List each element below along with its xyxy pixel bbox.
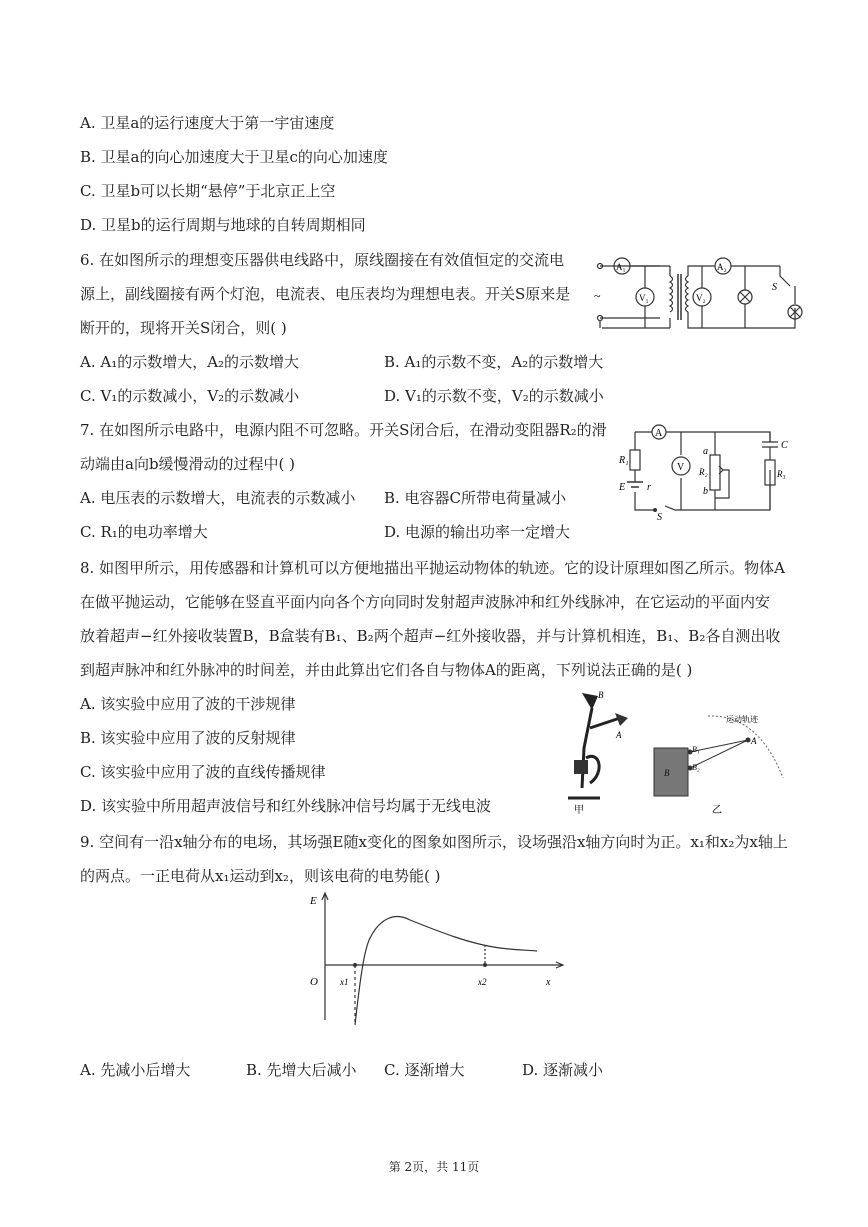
q7-fig-r2: R₂ bbox=[699, 467, 708, 477]
q8-fig-b: B bbox=[664, 768, 670, 778]
q5-option-b: B. 卫星a的向心加速度大于卫星c的向心加速度 bbox=[80, 148, 388, 166]
q9-fig-x: x bbox=[546, 977, 551, 988]
q5-option-c: C. 卫星b可以长期“悬停”于北京正上空 bbox=[80, 182, 336, 200]
q7-fig-a: a bbox=[703, 446, 708, 457]
q7-option-b: B. 电容器C所带电荷量减小 bbox=[384, 489, 567, 507]
q6-stem-line3: 断开的，现将开关S闭合，则( ) bbox=[80, 319, 287, 337]
q6-fig-s: S bbox=[772, 282, 777, 293]
q7-fig-b: b bbox=[703, 486, 708, 497]
e-x-graph bbox=[300, 890, 570, 1030]
q6-fig-a1: A₁ bbox=[616, 262, 626, 272]
q8-fig-pa: A bbox=[616, 730, 622, 740]
q9-stem-line2: 的两点。一正电荷从x₁运动到x₂，则该电荷的电势能( ) bbox=[80, 867, 441, 885]
q9-option-c: C. 逐渐增大 bbox=[384, 1061, 465, 1079]
q9-option-b: B. 先增大后减小 bbox=[246, 1061, 357, 1079]
q9-fig-o: O bbox=[310, 976, 318, 988]
transformer-circuit-diagram bbox=[590, 248, 805, 338]
q7-option-a: A. 电压表的示数增大，电流表的示数减小 bbox=[80, 489, 356, 507]
q6-fig-v2: V₂ bbox=[696, 293, 706, 303]
q8-fig-b1: B₁ bbox=[692, 745, 700, 754]
q7-fig-r1: R₁ bbox=[619, 455, 629, 466]
q6-option-b: B. A₁的示数不变，A₂的示数增大 bbox=[384, 353, 604, 371]
q7-stem-line1: 7. 在如图所示电路中，电源内阻不可忽略。开关S闭合后，在滑动变阻器R₂的滑 bbox=[80, 421, 607, 439]
q7-option-c: C. R₁的电功率增大 bbox=[80, 523, 208, 541]
q7-fig-r: r bbox=[647, 482, 651, 493]
q9-stem-line1: 9. 空间有一沿x轴分布的电场，其场强E随x变化的图象如图所示，设场强沿x轴方向时为正。x₁和x₂为x轴上 bbox=[80, 833, 788, 851]
q5-option-d: D. 卫星b的运行周期与地球的自转周期相同 bbox=[80, 216, 366, 234]
q7-fig-e: E bbox=[619, 482, 626, 493]
q8-stem-line2: 在做平抛运动，它能够在竖直平面内向各个方向同时发射超声波脉冲和红外线脉冲，在它运动的平面内安 bbox=[80, 593, 771, 611]
principle-figure-yi bbox=[648, 708, 788, 818]
q7-fig-voltmeter: V bbox=[677, 462, 685, 473]
q6-fig-a2: A₂ bbox=[717, 262, 727, 272]
q8-fig-track: 运动轨迹 bbox=[726, 715, 758, 724]
page-footer: 第 2页，共 11页 bbox=[388, 1160, 480, 1174]
svg-text:~: ~ bbox=[594, 289, 601, 303]
q6-option-d: D. V₁的示数不变，V₂的示数减小 bbox=[384, 387, 604, 405]
q9-option-d: D. 逐渐减小 bbox=[522, 1061, 604, 1079]
q6-fig-v1: V₁ bbox=[639, 293, 649, 303]
q8-option-c: C. 该实验中应用了波的直线传播规律 bbox=[80, 763, 326, 781]
q9-fig-x1: x1 bbox=[340, 977, 349, 987]
q7-fig-ammeter: A bbox=[655, 428, 663, 439]
q7-stem-line2: 动端由a向b缓慢滑动的过程中( ) bbox=[80, 455, 296, 473]
q6-stem-line2: 源上，副线圈接有两个灯泡，电流表、电压表均为理想电表。开关S原来是 bbox=[80, 285, 571, 303]
q8-stem-line3: 放着超声−红外接收装置B，B盒装有B₁、B₂两个超声−红外接收器，并与计算机相连，B₁、B₂各自测出收 bbox=[80, 627, 781, 645]
q8-stem-line4: 到超声脉冲和红外脉冲的时间差，并由此算出它们各自与物体A的距离，下列说法正确的是( ) bbox=[80, 661, 693, 679]
q7-fig-c: C bbox=[781, 440, 788, 451]
q8-stem-line1: 8. 如图甲所示，用传感器和计算机可以方便地描出平抛运动物体的轨迹。它的设计原理如图乙所示。物体A bbox=[80, 559, 785, 577]
q5-option-a: A. 卫星a的运行速度大于第一宇宙速度 bbox=[80, 114, 335, 132]
q8-fig-pb: B bbox=[598, 690, 604, 700]
q8-option-b: B. 该实验中应用了波的反射规律 bbox=[80, 729, 296, 747]
q6-option-c: C. V₁的示数减小，V₂的示数减小 bbox=[80, 387, 300, 405]
q6-option-a: A. A₁的示数增大，A₂的示数增大 bbox=[80, 353, 300, 371]
q9-fig-e: E bbox=[310, 895, 317, 907]
q9-option-a: A. 先减小后增大 bbox=[80, 1061, 191, 1079]
q8-fig-a: A bbox=[751, 736, 757, 746]
q8-option-d: D. 该实验中所用超声波信号和红外线脉冲信号均属于无线电波 bbox=[80, 797, 492, 815]
q8-fig-b2: B₂ bbox=[692, 763, 700, 772]
q8-fig-yi: 乙 bbox=[712, 805, 722, 816]
q8-option-a: A. 该实验中应用了波的干涉规律 bbox=[80, 695, 296, 713]
q7-option-d: D. 电源的输出功率一定增大 bbox=[384, 523, 571, 541]
q8-fig-jia: 甲 bbox=[574, 805, 584, 816]
q9-fig-x2: x2 bbox=[478, 977, 487, 987]
q7-fig-r3: R₃ bbox=[777, 469, 786, 479]
apparatus-figure-jia bbox=[560, 688, 640, 818]
rheostat-circuit-diagram bbox=[615, 420, 795, 523]
q6-stem-line1: 6. 在如图所示的理想变压器供电线路中，原线圈接在有效值恒定的交流电 bbox=[80, 251, 565, 269]
q7-fig-s: S bbox=[657, 512, 662, 523]
